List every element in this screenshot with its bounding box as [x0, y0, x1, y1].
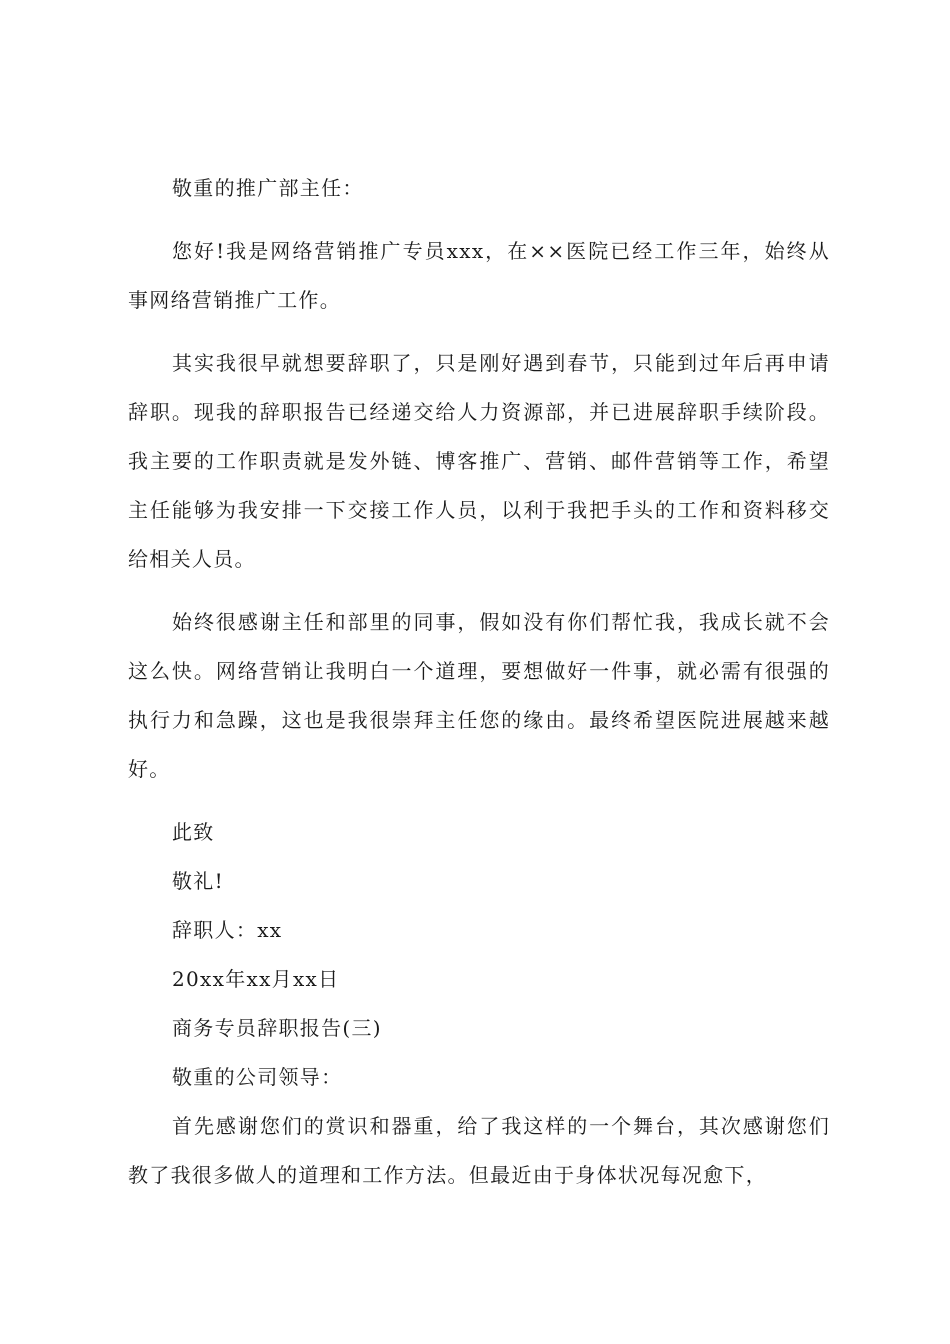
paragraph-thanks: 始终很感谢主任和部里的同事，假如没有你们帮忙我，我成长就不会这么快。网络营销让我明白一个道理，要想做好一件事，就必需有很强的执行力和急躁，这也是我很崇拜主任您的缘由。最终希望医院进展越来越好。	[128, 610, 830, 781]
signer-line: 辞职人：xx	[172, 918, 283, 942]
spacer	[128, 325, 830, 339]
spacer	[128, 213, 830, 227]
salutation-line-2: 敬重的公司领导：	[172, 1065, 343, 1089]
date-line: 20xx年xx月xx日	[172, 967, 340, 991]
section-title: 商务专员辞职报告(三)	[172, 1016, 382, 1040]
spacer	[128, 794, 830, 808]
closing-line: 此致	[172, 820, 215, 844]
closing-salute: 敬礼!	[172, 869, 224, 893]
spacer	[128, 584, 830, 598]
salutation-line: 敬重的推广部主任：	[172, 176, 364, 200]
paragraph-resignation-reason: 其实我很早就想要辞职了，只是刚好遇到春节，只能到过年后再申请辞职。现我的辞职报告已经递交给人力资源部，并已进展辞职手续阶段。我主要的工作职责就是发外链、博客推广、营销、邮件营销等工作，希望主任能够为我安排一下交接工作人员，以利于我把手头的工作和资料移交给相关人员。	[128, 351, 830, 571]
paragraph-opening: 首先感谢您们的赏识和器重，给了我这样的一个舞台，其次感谢您们教了我很多做人的道理和工作方法。但最近由于身体状况每况愈下，	[128, 1114, 830, 1187]
paragraph-greeting: 您好!我是网络营销推广专员xxx，在××医院已经工作三年，始终从事网络营销推广工作。	[128, 239, 830, 312]
document-body	[128, 164, 830, 1200]
